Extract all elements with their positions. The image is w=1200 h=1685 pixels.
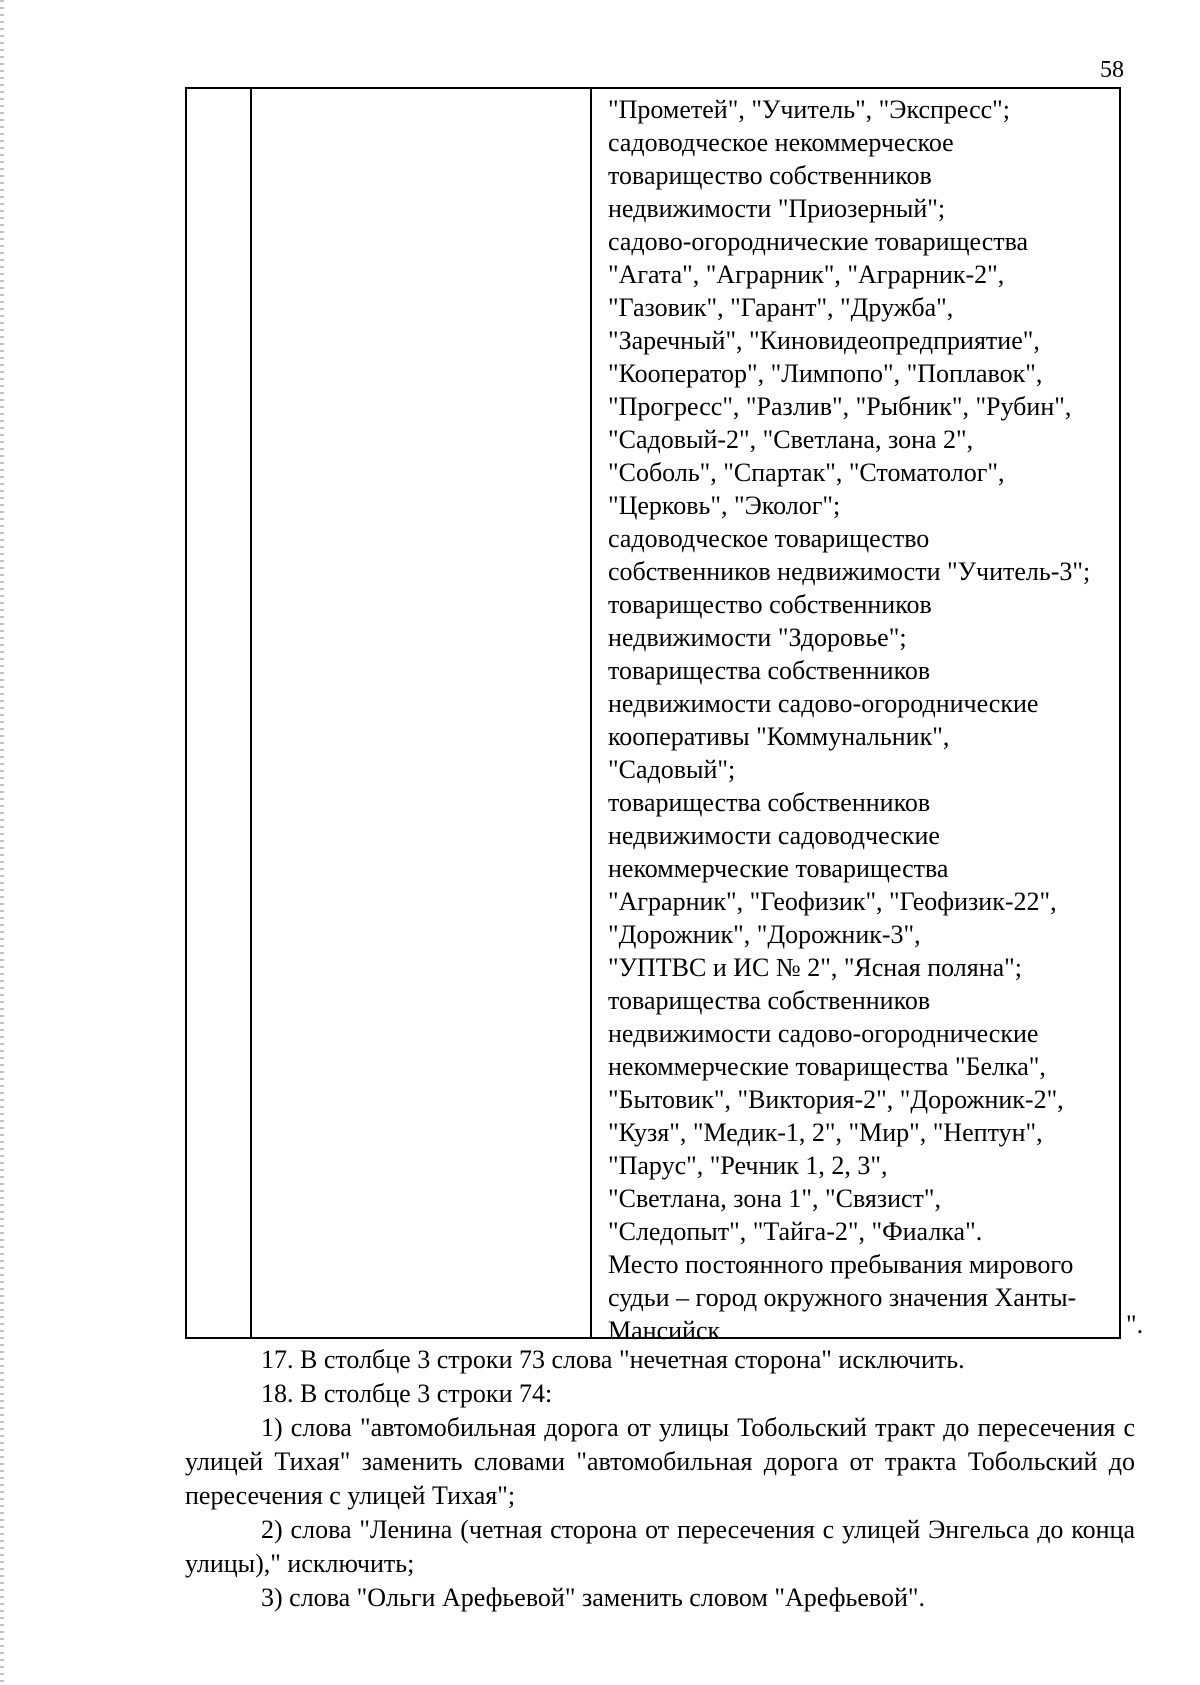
- cell-line: "Бытовик", "Виктория-2", "Дорожник-2",: [608, 1085, 1064, 1114]
- cell-line: некоммерческие товарищества "Белка",: [608, 1052, 1046, 1081]
- cell-line: "Заречный", "Киновидеопредприятие",: [608, 326, 1040, 355]
- paragraph-subitem-3: 3) слова "Ольги Арефьевой" заменить словом "Арефьевой".: [261, 1583, 925, 1612]
- cell-line: недвижимости садово-огороднические: [608, 689, 1039, 718]
- closing-quote: ".: [1126, 1310, 1144, 1339]
- column-divider-2: [590, 89, 592, 1337]
- cell-line: "Прогресс", "Разлив", "Рыбник", "Рубин",: [608, 392, 1072, 421]
- cell-line: "УПТВС и ИС № 2", "Ясная поляна";: [608, 953, 1023, 982]
- paragraph-item-17: 17. В столбце 3 строки 73 слова "нечетная сторона" исключить.: [261, 1345, 965, 1374]
- table-cell-column-3: [608, 93, 1113, 1347]
- cell-line: "Аграрник", "Геофизик", "Геофизик-22",: [608, 887, 1057, 916]
- cell-line: "Кузя", "Медик-1, 2", "Мир", "Нептун",: [608, 1118, 1043, 1147]
- scan-edge: [0, 0, 4, 1685]
- paragraph-subitem-2: 2) слова "Ленина (четная сторона от пересечения с улицей Энгельса до конца улицы)," исключить;: [185, 1515, 1135, 1578]
- document-table: [185, 87, 1121, 1345]
- cell-line: "Светлана, зона 1", "Связист",: [608, 1184, 942, 1213]
- cell-line: товарищества собственников: [608, 656, 931, 685]
- cell-line: недвижимости садоводческие: [608, 821, 940, 850]
- paragraph-subitem-1: 1) слова "автомобильная дорога от улицы Тобольский тракт до пересечения с улицей Тихая" заменить словами "автомобильная дорога от тракта Тобольский до пересечения с улицей Тихая";: [185, 1413, 1135, 1510]
- page-number: 58: [1100, 57, 1124, 83]
- cell-line: товарищества собственников: [608, 986, 931, 1015]
- cell-line: Место постоянного пребывания мирового: [608, 1250, 1074, 1279]
- cell-line: недвижимости садово-огороднические: [608, 1019, 1039, 1048]
- cell-line: "Парус", "Речник 1, 2, 3",: [608, 1151, 888, 1180]
- cell-line: собственников недвижимости "Учитель-3";: [608, 557, 1091, 586]
- cell-line: судьи – город окружного значения Ханты-: [608, 1283, 1077, 1312]
- cell-line: недвижимости "Приозерный";: [608, 194, 946, 223]
- column-divider-1: [250, 89, 252, 1337]
- amendment-paragraphs: [185, 1343, 1135, 1615]
- cell-line: недвижимости "Здоровье";: [608, 623, 907, 652]
- cell-line: "Садовый-2", "Светлана, зона 2",: [608, 425, 974, 454]
- cell-line: садоводческое некоммерческое: [608, 128, 954, 157]
- cell-line: товарищества собственников: [608, 788, 931, 817]
- cell-line: "Кооператор", "Лимпопо", "Поплавок",: [608, 359, 1043, 388]
- cell-line: "Соболь", "Спартак", "Стоматолог",: [608, 458, 1005, 487]
- cell-line: кооперативы "Коммунальник",: [608, 722, 950, 751]
- cell-line: "Прометей", "Учитель", "Экспресс";: [608, 95, 1010, 124]
- cell-line: "Церковь", "Эколог";: [608, 491, 841, 520]
- cell-line: некоммерческие товарищества: [608, 854, 949, 883]
- cell-line: "Садовый";: [608, 755, 736, 784]
- cell-line: "Следопыт", "Тайга-2", "Фиалка".: [608, 1217, 983, 1246]
- cell-line: Мансийск: [608, 1316, 721, 1345]
- cell-line: товарищество собственников: [608, 590, 932, 619]
- cell-line: товарищество собственников: [608, 161, 932, 190]
- paragraph-item-18: 18. В столбце 3 строки 74:: [261, 1379, 553, 1408]
- cell-line: садово-огороднические товарищества: [608, 227, 1029, 256]
- cell-line: "Агата", "Аграрник", "Аграрник-2",: [608, 260, 1005, 289]
- cell-line: "Дорожник", "Дорожник-3",: [608, 920, 921, 949]
- cell-line: "Газовик", "Гарант", "Дружба",: [608, 293, 954, 322]
- cell-line: садоводческое товарищество: [608, 524, 930, 553]
